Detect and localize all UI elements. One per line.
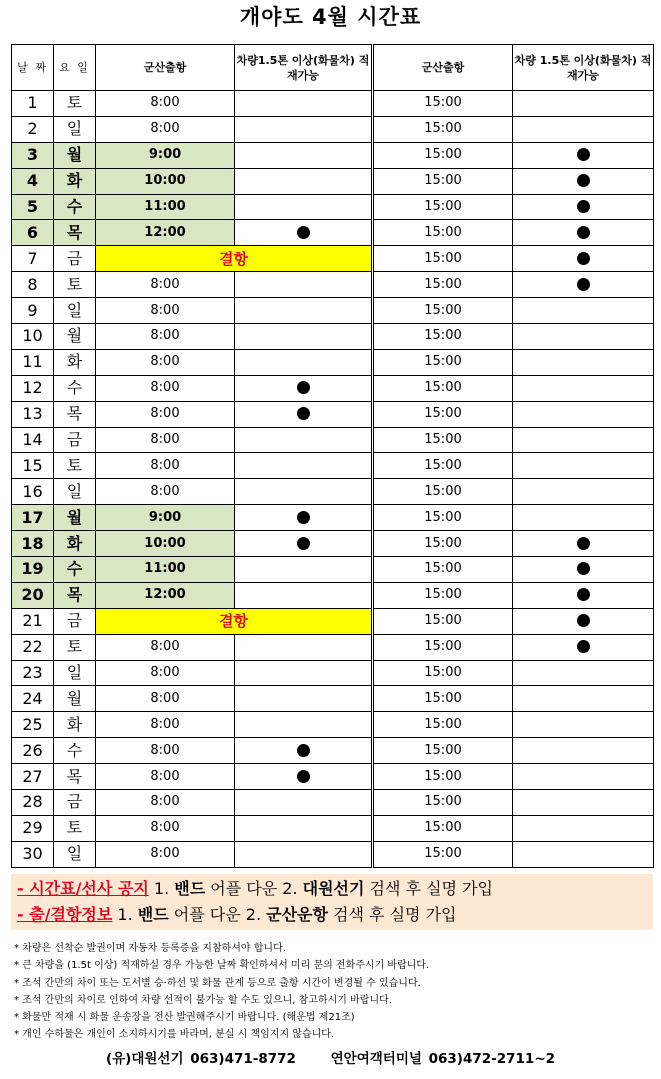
cargo-afternoon-cell xyxy=(513,375,654,401)
cargo-morning-cell xyxy=(235,557,373,583)
departure-morning-cell: 8:00 xyxy=(96,660,235,686)
cargo-available-dot-icon xyxy=(577,278,590,291)
weekday-cell: 일 xyxy=(54,479,96,505)
departure-morning-cell: 9:00 xyxy=(96,505,235,531)
header-row xyxy=(12,45,654,91)
cargo-morning-cell xyxy=(235,815,373,841)
cargo-available-dot-icon xyxy=(577,562,590,575)
departure-afternoon-cell: 15:00 xyxy=(373,427,513,453)
cargo-morning-cell xyxy=(235,634,373,660)
cargo-afternoon-cell xyxy=(513,142,654,168)
departure-afternoon-cell: 15:00 xyxy=(373,479,513,505)
note-item: * 화물만 적재 시 화물 운송장을 전산 발권해주시기 바랍니다. (해운법 제21조) xyxy=(14,1012,355,1024)
cargo-afternoon-cell xyxy=(513,531,654,557)
cargo-afternoon-cell xyxy=(513,634,654,660)
cargo-morning-cell xyxy=(235,116,373,142)
departure-morning-cell: 9:00 xyxy=(96,142,235,168)
date-cell: 21 xyxy=(12,608,54,634)
departure-afternoon-cell: 15:00 xyxy=(373,246,513,272)
cargo-afternoon-cell xyxy=(513,349,654,375)
cargo-afternoon-cell xyxy=(513,712,654,738)
cargo-morning-cell xyxy=(235,168,373,194)
notice-search-term: 군산운항 xyxy=(266,905,328,924)
departure-afternoon-cell: 15:00 xyxy=(373,168,513,194)
departure-afternoon-cell: 15:00 xyxy=(373,453,513,479)
cargo-available-dot-icon xyxy=(577,537,590,550)
schedule-row xyxy=(12,557,654,583)
weekday-cell: 금 xyxy=(54,427,96,453)
notice-line-operation xyxy=(17,903,457,927)
cargo-morning-cell xyxy=(235,194,373,220)
schedule-row xyxy=(12,531,654,557)
notice-app-name: 밴드 xyxy=(174,879,206,898)
schedule-row xyxy=(12,505,654,531)
weekday-cell: 토 xyxy=(54,91,96,117)
date-cell: 18 xyxy=(12,531,54,557)
notice-text: 어플 다운 2. xyxy=(168,905,267,924)
notice-text: 1. xyxy=(112,905,138,924)
weekday-cell: 수 xyxy=(54,375,96,401)
weekday-cell: 금 xyxy=(54,790,96,816)
cargo-afternoon-cell xyxy=(513,453,654,479)
departure-morning-cell: 8:00 xyxy=(96,116,235,142)
departure-afternoon-cell: 15:00 xyxy=(373,401,513,427)
schedule-row xyxy=(12,634,654,660)
cargo-available-dot-icon xyxy=(577,148,590,161)
notice-schedule-label: - 시간표/선사 공지 xyxy=(17,879,149,898)
cargo-afternoon-cell xyxy=(513,427,654,453)
weekday-cell: 금 xyxy=(54,246,96,272)
departure-morning-cell: 8:00 xyxy=(96,764,235,790)
cargo-afternoon-cell xyxy=(513,686,654,712)
cargo-morning-cell xyxy=(235,298,373,324)
departure-afternoon-cell: 15:00 xyxy=(373,557,513,583)
cargo-morning-cell xyxy=(235,531,373,557)
cargo-afternoon-cell xyxy=(513,764,654,790)
header-date: 날 짜 xyxy=(12,45,54,91)
departure-afternoon-cell: 15:00 xyxy=(373,582,513,608)
departure-afternoon-cell: 15:00 xyxy=(373,712,513,738)
departure-morning-cell: 11:00 xyxy=(96,194,235,220)
notice-search-term: 대원선기 xyxy=(302,879,365,898)
cargo-available-dot-icon xyxy=(297,770,310,783)
schedule-row xyxy=(12,375,654,401)
cargo-afternoon-cell xyxy=(513,790,654,816)
header-weekday: 요 일 xyxy=(54,45,96,91)
cargo-available-dot-icon xyxy=(297,744,310,757)
weekday-cell: 화 xyxy=(54,349,96,375)
page-title: 개야도 4월 시간표 xyxy=(239,5,422,29)
cargo-afternoon-cell xyxy=(513,272,654,298)
date-cell: 5 xyxy=(12,194,54,220)
notice-line-schedule xyxy=(17,877,493,901)
weekday-cell: 목 xyxy=(54,220,96,246)
schedule-row xyxy=(12,324,654,350)
cargo-morning-cell xyxy=(235,479,373,505)
note-item: * 조석 간만의 차이로 인하여 차량 선적이 불가능 할 수도 있으니, 참고하시기 바랍니다. xyxy=(14,994,392,1006)
date-cell: 17 xyxy=(12,505,54,531)
departure-morning-cell: 8:00 xyxy=(96,298,235,324)
notes-list xyxy=(14,940,654,1044)
date-cell: 30 xyxy=(12,841,54,867)
cargo-morning-cell xyxy=(235,142,373,168)
cargo-morning-cell xyxy=(235,375,373,401)
schedule-row xyxy=(12,91,654,117)
cargo-available-dot-icon xyxy=(297,511,310,524)
schedule-row xyxy=(12,194,654,220)
date-cell: 28 xyxy=(12,790,54,816)
departure-morning-cell: 12:00 xyxy=(96,220,235,246)
schedule-row xyxy=(12,220,654,246)
departure-morning-cell: 12:00 xyxy=(96,582,235,608)
departure-afternoon-cell: 15:00 xyxy=(373,634,513,660)
notice-text: 1. xyxy=(148,879,175,898)
cargo-afternoon-cell xyxy=(513,557,654,583)
date-cell: 16 xyxy=(12,479,54,505)
departure-morning-cell: 8:00 xyxy=(96,712,235,738)
schedule-row xyxy=(12,764,654,790)
cargo-morning-cell xyxy=(235,790,373,816)
departure-morning-cell: 8:00 xyxy=(96,453,235,479)
departure-afternoon-cell: 15:00 xyxy=(373,272,513,298)
header-departure-morning: 군산출항 xyxy=(96,45,235,91)
date-cell: 9 xyxy=(12,298,54,324)
schedule-row xyxy=(12,841,654,867)
date-cell: 1 xyxy=(12,91,54,117)
departure-afternoon-cell: 15:00 xyxy=(373,790,513,816)
date-cell: 4 xyxy=(12,168,54,194)
departure-afternoon-cell: 15:00 xyxy=(373,142,513,168)
schedule-row xyxy=(12,427,654,453)
date-cell: 8 xyxy=(12,272,54,298)
departure-morning-cell: 8:00 xyxy=(96,634,235,660)
cargo-available-dot-icon xyxy=(297,537,310,550)
cargo-available-dot-icon xyxy=(577,226,590,239)
weekday-cell: 일 xyxy=(54,660,96,686)
departure-afternoon-cell: 15:00 xyxy=(373,660,513,686)
cargo-afternoon-cell xyxy=(513,479,654,505)
departure-morning-cell: 8:00 xyxy=(96,686,235,712)
date-cell: 6 xyxy=(12,220,54,246)
departure-afternoon-cell: 15:00 xyxy=(373,194,513,220)
footer-terminal-phone: 연안여객터미널 063)472-2711~2 xyxy=(330,1051,556,1067)
weekday-cell: 금 xyxy=(54,608,96,634)
cargo-afternoon-cell xyxy=(513,608,654,634)
weekday-cell: 목 xyxy=(54,401,96,427)
cargo-morning-cell xyxy=(235,220,373,246)
header-departure-afternoon: 군산출항 xyxy=(373,45,513,91)
cargo-available-dot-icon xyxy=(577,200,590,213)
departure-morning-cell: 8:00 xyxy=(96,841,235,867)
weekday-cell: 일 xyxy=(54,841,96,867)
cargo-afternoon-cell xyxy=(513,841,654,867)
departure-afternoon-cell: 15:00 xyxy=(373,220,513,246)
cargo-morning-cell xyxy=(235,401,373,427)
date-cell: 26 xyxy=(12,738,54,764)
date-cell: 27 xyxy=(12,764,54,790)
departure-afternoon-cell: 15:00 xyxy=(373,505,513,531)
departure-morning-cell: 8:00 xyxy=(96,349,235,375)
date-cell: 7 xyxy=(12,246,54,272)
date-cell: 23 xyxy=(12,660,54,686)
cargo-available-dot-icon xyxy=(297,407,310,420)
weekday-cell: 월 xyxy=(54,142,96,168)
weekday-cell: 목 xyxy=(54,764,96,790)
note-item: * 조석 간만의 차이 또는 도서별 승·하선 및 화물 관계 등으로 출항 시간이 변경될 수 있습니다. xyxy=(14,977,421,989)
schedule-row xyxy=(12,479,654,505)
weekday-cell: 월 xyxy=(54,686,96,712)
notice-text: 어플 다운 2. xyxy=(205,879,303,898)
cargo-morning-cell xyxy=(235,764,373,790)
schedule-row xyxy=(12,272,654,298)
weekday-cell: 수 xyxy=(54,194,96,220)
notice-box xyxy=(11,874,653,930)
departure-afternoon-cell: 15:00 xyxy=(373,531,513,557)
cargo-morning-cell xyxy=(235,453,373,479)
departure-morning-cell: 10:00 xyxy=(96,168,235,194)
cargo-afternoon-cell xyxy=(513,401,654,427)
departure-morning-cell: 10:00 xyxy=(96,531,235,557)
departure-afternoon-cell: 15:00 xyxy=(373,298,513,324)
date-cell: 14 xyxy=(12,427,54,453)
date-cell: 22 xyxy=(12,634,54,660)
cargo-morning-cell xyxy=(235,505,373,531)
date-cell: 13 xyxy=(12,401,54,427)
departure-afternoon-cell: 15:00 xyxy=(373,91,513,117)
schedule-row xyxy=(12,401,654,427)
cargo-available-dot-icon xyxy=(577,588,590,601)
schedule-row xyxy=(12,712,654,738)
weekday-cell: 토 xyxy=(54,815,96,841)
schedule-row xyxy=(12,660,654,686)
departure-morning-cell: 8:00 xyxy=(96,815,235,841)
schedule-row xyxy=(12,168,654,194)
cancelled-cell: 결항 xyxy=(96,246,373,272)
departure-morning-cell: 8:00 xyxy=(96,790,235,816)
schedule-row xyxy=(12,116,654,142)
cargo-available-dot-icon xyxy=(577,252,590,265)
schedule-row xyxy=(12,582,654,608)
cargo-morning-cell xyxy=(235,660,373,686)
cargo-afternoon-cell xyxy=(513,168,654,194)
schedule-row xyxy=(12,349,654,375)
departure-morning-cell: 8:00 xyxy=(96,427,235,453)
schedule-row xyxy=(12,246,654,272)
date-cell: 24 xyxy=(12,686,54,712)
weekday-cell: 월 xyxy=(54,505,96,531)
departure-morning-cell: 8:00 xyxy=(96,324,235,350)
departure-afternoon-cell: 15:00 xyxy=(373,375,513,401)
departure-morning-cell: 8:00 xyxy=(96,375,235,401)
schedule-row xyxy=(12,298,654,324)
notice-text: 검색 후 실명 가입 xyxy=(327,905,457,924)
footer-contacts xyxy=(0,1047,661,1067)
departure-afternoon-cell: 15:00 xyxy=(373,738,513,764)
cargo-available-dot-icon xyxy=(577,640,590,653)
schedule-table xyxy=(11,44,654,868)
date-cell: 2 xyxy=(12,116,54,142)
departure-afternoon-cell: 15:00 xyxy=(373,116,513,142)
cargo-morning-cell xyxy=(235,349,373,375)
date-cell: 10 xyxy=(12,324,54,350)
note-item: * 개인 수하물은 개인이 소지하시기를 바라며, 분실 시 책임지지 않습니다. xyxy=(14,1029,335,1041)
departure-afternoon-cell: 15:00 xyxy=(373,815,513,841)
date-cell: 15 xyxy=(12,453,54,479)
cargo-morning-cell xyxy=(235,272,373,298)
cargo-morning-cell xyxy=(235,427,373,453)
cargo-morning-cell xyxy=(235,712,373,738)
weekday-cell: 월 xyxy=(54,324,96,350)
departure-afternoon-cell: 15:00 xyxy=(373,764,513,790)
weekday-cell: 일 xyxy=(54,298,96,324)
departure-afternoon-cell: 15:00 xyxy=(373,686,513,712)
cargo-morning-cell xyxy=(235,91,373,117)
cargo-afternoon-cell xyxy=(513,116,654,142)
cargo-afternoon-cell xyxy=(513,194,654,220)
cargo-afternoon-cell xyxy=(513,246,654,272)
weekday-cell: 화 xyxy=(54,168,96,194)
header-cargo-afternoon: 차량 1.5톤 이상(화물차) 적재가능 xyxy=(513,45,654,91)
note-item: * 차량은 선착순 발권이며 자동차 등록증을 지참하셔야 합니다. xyxy=(14,943,286,954)
weekday-cell: 일 xyxy=(54,116,96,142)
weekday-cell: 토 xyxy=(54,634,96,660)
departure-morning-cell: 11:00 xyxy=(96,557,235,583)
cargo-morning-cell xyxy=(235,324,373,350)
departure-afternoon-cell: 15:00 xyxy=(373,349,513,375)
cargo-afternoon-cell xyxy=(513,505,654,531)
notice-operation-label: - 출/결항정보 xyxy=(17,905,113,924)
date-cell: 29 xyxy=(12,815,54,841)
footer-company-phone: (유)대원선기 063)471-8772 xyxy=(105,1051,296,1067)
schedule-row xyxy=(12,453,654,479)
date-cell: 3 xyxy=(12,142,54,168)
date-cell: 20 xyxy=(12,582,54,608)
notice-app-name: 밴드 xyxy=(137,905,169,924)
cargo-afternoon-cell xyxy=(513,220,654,246)
departure-morning-cell: 8:00 xyxy=(96,738,235,764)
header-cargo-morning: 차량1.5톤 이상(화물차) 적재가능 xyxy=(235,45,373,91)
departure-morning-cell: 8:00 xyxy=(96,91,235,117)
note-item: * 큰 차량을 (1.5t 이상) 적재하실 경우 가능한 날짜 확인하셔서 미리 문의 전화주시기 바랍니다. xyxy=(14,960,430,972)
departure-morning-cell: 8:00 xyxy=(96,479,235,505)
notice-text: 검색 후 실명 가입 xyxy=(364,879,493,898)
weekday-cell: 수 xyxy=(54,557,96,583)
schedule-row xyxy=(12,142,654,168)
schedule-row xyxy=(12,815,654,841)
cargo-morning-cell xyxy=(235,686,373,712)
cargo-afternoon-cell xyxy=(513,738,654,764)
cargo-available-dot-icon xyxy=(297,381,310,394)
departure-afternoon-cell: 15:00 xyxy=(373,324,513,350)
cargo-available-dot-icon xyxy=(577,614,590,627)
schedule-row xyxy=(12,608,654,634)
cargo-afternoon-cell xyxy=(513,815,654,841)
cargo-available-dot-icon xyxy=(577,174,590,187)
cargo-morning-cell xyxy=(235,582,373,608)
cancelled-cell: 결항 xyxy=(96,608,373,634)
cargo-afternoon-cell xyxy=(513,660,654,686)
cargo-afternoon-cell xyxy=(513,582,654,608)
schedule-row xyxy=(12,738,654,764)
date-cell: 11 xyxy=(12,349,54,375)
weekday-cell: 화 xyxy=(54,712,96,738)
departure-afternoon-cell: 15:00 xyxy=(373,608,513,634)
weekday-cell: 수 xyxy=(54,738,96,764)
date-cell: 12 xyxy=(12,375,54,401)
cargo-morning-cell xyxy=(235,738,373,764)
cargo-available-dot-icon xyxy=(297,226,310,239)
departure-morning-cell: 8:00 xyxy=(96,401,235,427)
schedule-row xyxy=(12,686,654,712)
cargo-morning-cell xyxy=(235,841,373,867)
cargo-afternoon-cell xyxy=(513,91,654,117)
schedule-row xyxy=(12,790,654,816)
departure-afternoon-cell: 15:00 xyxy=(373,841,513,867)
date-cell: 19 xyxy=(12,557,54,583)
cargo-afternoon-cell xyxy=(513,298,654,324)
departure-morning-cell: 8:00 xyxy=(96,272,235,298)
weekday-cell: 목 xyxy=(54,582,96,608)
cargo-afternoon-cell xyxy=(513,324,654,350)
weekday-cell: 토 xyxy=(54,272,96,298)
weekday-cell: 토 xyxy=(54,453,96,479)
weekday-cell: 화 xyxy=(54,531,96,557)
date-cell: 25 xyxy=(12,712,54,738)
